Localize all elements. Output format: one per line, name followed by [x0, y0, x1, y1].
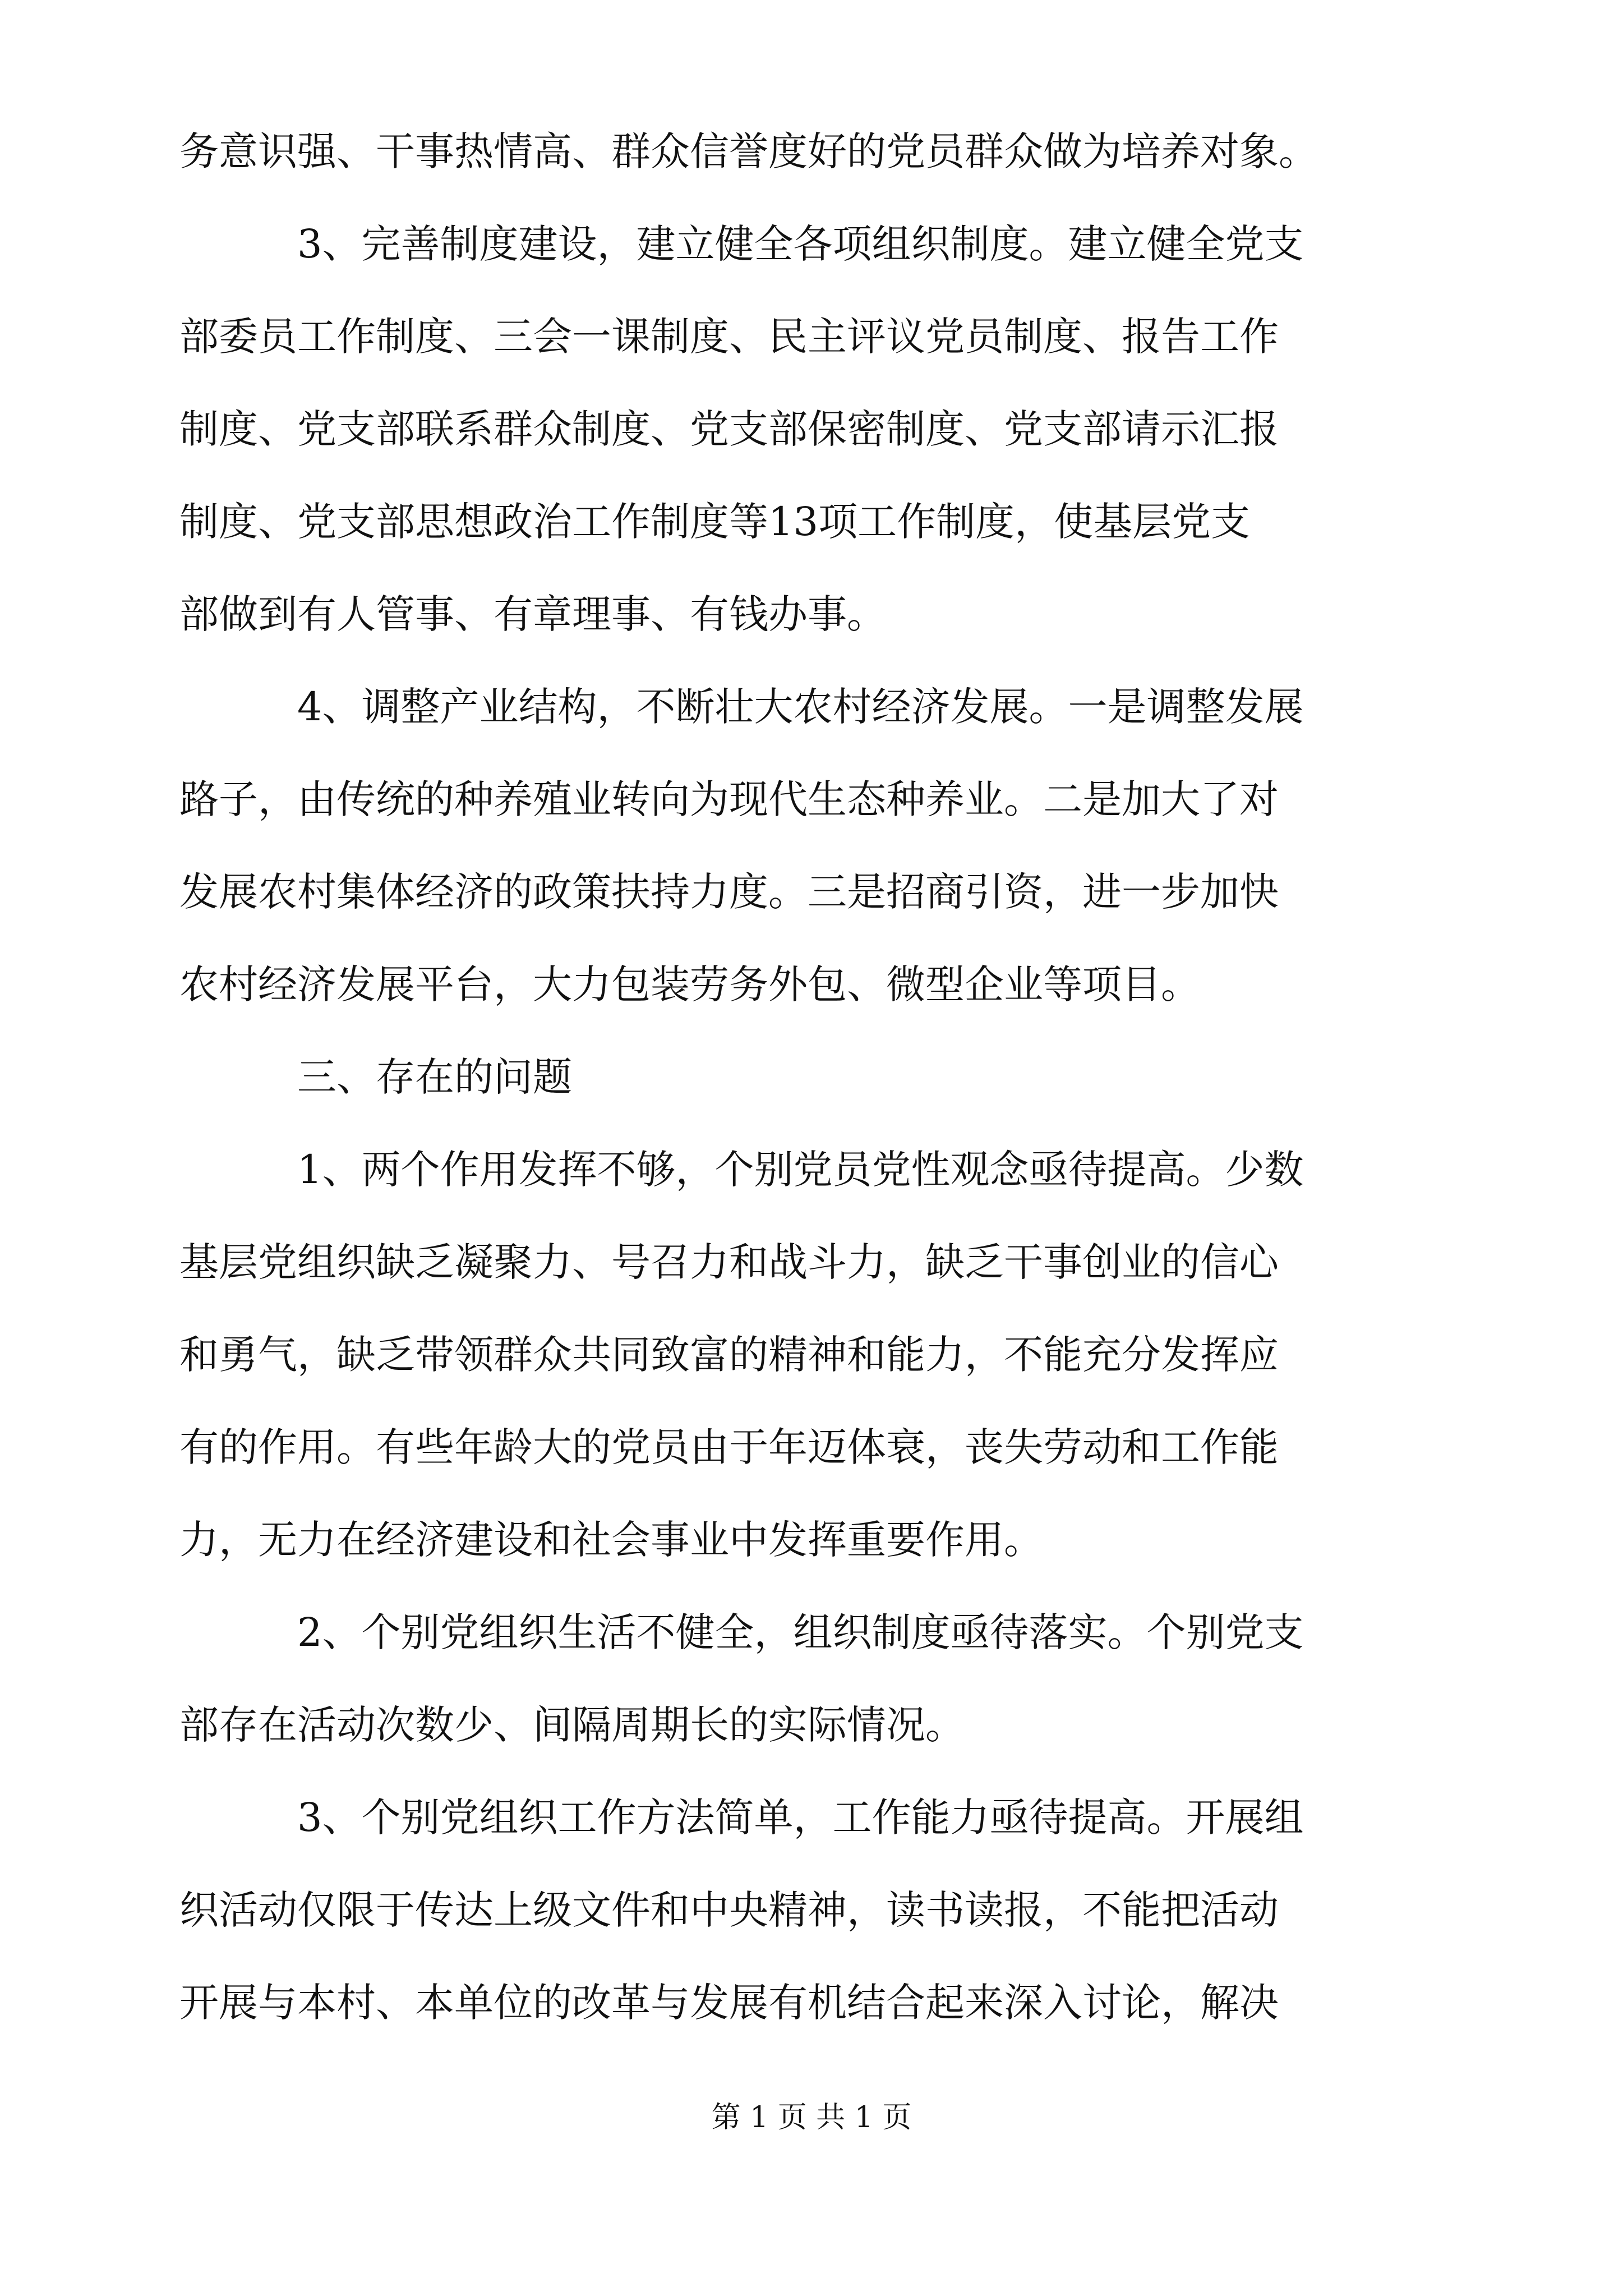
text-line: 4、调整产业结构，不断壮大农村经济发展。一是调整发展 — [297, 684, 1304, 730]
page-footer: 第 1 页 共 1 页 — [711, 2101, 912, 2134]
text-line: 制度、党支部思想政治工作制度等13项工作制度，使基层党支 — [179, 499, 1251, 545]
text-line: 部做到有人管事、有章理事、有钱办事。 — [179, 591, 886, 637]
text-line: 力，无力在经济建设和社会事业中发挥重要作用。 — [179, 1517, 1043, 1563]
text-line: 有的作用。有些年龄大的党员由于年迈体衰，丧失劳动和工作能 — [179, 1424, 1279, 1470]
text-line: 开展与本村、本单位的改革与发展有机结合起来深入讨论，解决 — [179, 1980, 1279, 2026]
text-line: 织活动仅限于传达上级文件和中央精神，读书读报，不能把活动 — [179, 1887, 1279, 1933]
text-line: 部委员工作制度、三会一课制度、民主评议党员制度、报告工作 — [179, 314, 1279, 360]
text-line: 基层党组织缺乏凝聚力、号召力和战斗力，缺乏干事创业的信心 — [179, 1239, 1279, 1285]
text-line: 3、完善制度建设，建立健全各项组织制度。建立健全党支 — [297, 221, 1304, 267]
text-line: 农村经济发展平台，大力包装劳务外包、微型企业等项目。 — [179, 961, 1200, 1007]
text-line: 务意识强、干事热情高、群众信誉度好的党员群众做为培养对象。 — [179, 128, 1318, 174]
text-line: 制度、党支部联系群众制度、党支部保密制度、党支部请示汇报 — [179, 406, 1279, 452]
text-line: 1、两个作用发挥不够，个别党员党性观念亟待提高。少数 — [297, 1147, 1304, 1193]
section-heading: 三、存在的问题 — [297, 1054, 572, 1100]
text-line: 发展农村集体经济的政策扶持力度。三是招商引资，进一步加快 — [179, 869, 1279, 915]
text-line: 3、个别党组织工作方法简单，工作能力亟待提高。开展组 — [297, 1795, 1304, 1841]
text-line: 路子，由传统的种养殖业转向为现代生态种养业。二是加大了对 — [179, 776, 1279, 822]
text-line: 部存在活动次数少、间隔周期长的实际情况。 — [179, 1702, 965, 1748]
text-line: 2、个别党组织生活不健全，组织制度亟待落实。个别党支 — [297, 1609, 1304, 1655]
text-line: 和勇气，缺乏带领群众共同致富的精神和能力，不能充分发挥应 — [179, 1332, 1279, 1378]
